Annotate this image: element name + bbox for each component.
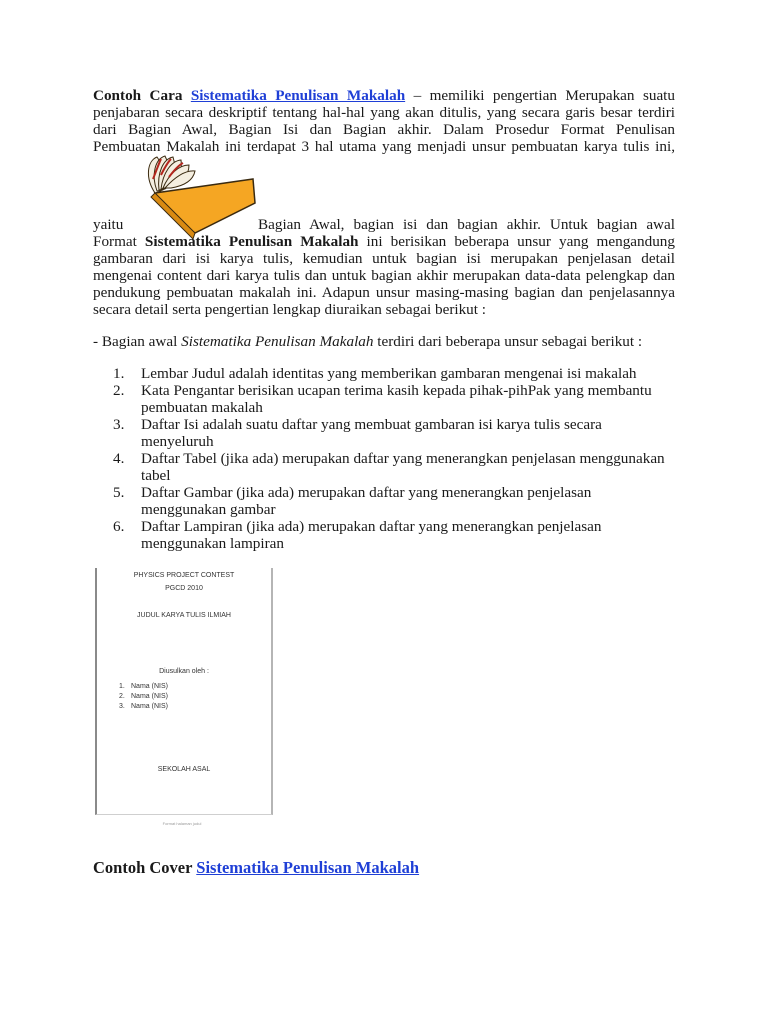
paragraph1-line2: penjabaran secara deskriptif tentang hal-hal yang akan ditulis, yang secara garis besar terdiri — [93, 104, 675, 121]
cover-year: PGCD 2010 — [165, 585, 203, 592]
yaitu-rest: Bagian Awal, bagian isi dan bagian akhir. Untuk bagian awal — [258, 216, 675, 233]
heading-link[interactable]: Sistematika Penulisan Makalah — [196, 858, 420, 877]
heading-text: Contoh Cover — [93, 858, 193, 877]
cover-member: 3. Nama (NIS) — [119, 703, 168, 710]
cover-school: SEKOLAH ASAL — [157, 766, 211, 773]
list-item — [93, 416, 675, 450]
paragraph1-line1 — [93, 87, 675, 104]
line6-rest: ini berisikan beberapa unsur yang mengandung — [366, 233, 675, 250]
paragraph2-italic: Sistematika Penulisan Makalah — [181, 333, 374, 350]
list-item — [93, 484, 675, 518]
list-text: Daftar Lampiran (jika ada) merupakan daftar yang menerangkan penjelasan menggunakan lampiran — [141, 518, 602, 552]
paragraph2-prefix: - Bagian awal — [93, 333, 178, 350]
list-number: 1. — [113, 365, 125, 382]
list-text: Daftar Gambar (jika ada) merupakan daftar yang menerangkan penjelasan menggunakan gambar — [141, 484, 592, 518]
paragraph1-line9: pendukung pembuatan makalah ini. Adapun unsur masing-masing bagian dan penjelasannya — [93, 284, 675, 301]
line1-rest: – memiliki pengertian Merupakan suatu — [413, 87, 675, 104]
paragraph1-line10: secara detail serta pengertian lengkap diuraikan sebagai berikut : — [93, 301, 487, 318]
list-item — [93, 450, 675, 484]
list-item — [93, 518, 675, 552]
open-book-icon — [135, 153, 259, 241]
yaitu-word: yaitu — [93, 216, 124, 233]
lead-bold: Contoh Cara — [93, 87, 183, 104]
paragraph2 — [93, 333, 675, 350]
paragraph1-line7: gambaran dari isi karya tulis, kemudian untuk bagian isi merupakan penjelasan detail — [93, 250, 675, 267]
line6-bold: Sistematika Penulisan Makalah — [144, 233, 359, 250]
cover-contest: PHYSICS PROJECT CONTEST — [133, 572, 235, 579]
list-text: Daftar Isi adalah suatu daftar yang membuat gambaran isi karya tulis secara menyeluruh — [141, 416, 602, 450]
list-number: 4. — [113, 450, 125, 467]
makalah-link[interactable]: Sistematika Penulisan Makalah — [190, 87, 406, 104]
list-text: Lembar Judul adalah identitas yang memberikan gambaran mengenai isi makalah — [141, 365, 637, 382]
cover-example-image — [95, 568, 273, 815]
cover-caption: Format halaman judul — [162, 821, 202, 826]
cover-members — [119, 682, 168, 712]
list-number: 3. — [113, 416, 125, 433]
cover-member: 1. Nama (NIS) — [119, 683, 168, 690]
paragraph1-line8: mengenai content dari karya tulis dan untuk bagian akhir merupakan data-data pelengkap dan — [93, 267, 675, 284]
paragraph1-line4: Pembuatan Makalah ini terdapat 3 hal utama yang menjadi unsur pembuatan karya tulis ini, — [93, 138, 675, 155]
paragraph2-suffix: terdiri dari beberapa unsur sebagai berikut : — [377, 333, 643, 350]
list-text: Kata Pengantar berisikan ucapan terima kasih kepada pihak-pihPak yang membantu pembuatan makalah — [141, 382, 652, 416]
list-text: Daftar Tabel (jika ada) merupakan daftar yang menerangkan penjelasan menggunakan tabel — [141, 450, 665, 484]
unsur-list — [93, 365, 675, 552]
paragraph1-line3: dari Bagian Awal, Bagian Isi dan Bagian akhir. Dalam Prosedur Format Penulisan — [93, 121, 675, 138]
list-number: 5. — [113, 484, 125, 501]
cover-title: JUDUL KARYA TULIS ILMIAH — [137, 612, 231, 619]
section-heading — [93, 858, 419, 878]
cover-proposed-by: Diusulkan oleh : — [159, 668, 209, 675]
list-item — [93, 365, 675, 382]
line6-start: Format — [93, 233, 137, 250]
list-number: 6. — [113, 518, 125, 535]
list-number: 2. — [113, 382, 125, 399]
paragraph1-line6 — [93, 233, 675, 250]
list-item — [93, 382, 675, 416]
cover-member: 2. Nama (NIS) — [119, 693, 168, 700]
